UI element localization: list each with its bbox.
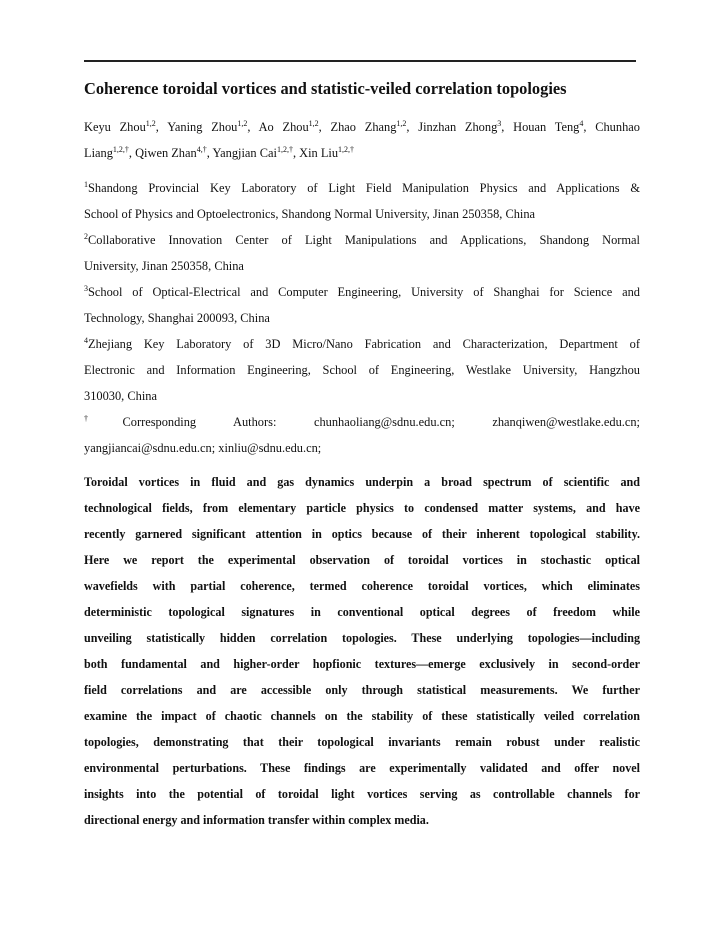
author-name: Liang — [84, 146, 113, 160]
abstract-line: insights into the potential of toroidal light vortices serving as controllable channels for — [84, 787, 640, 801]
author-name: Chunhao — [595, 120, 640, 134]
abstract-line: examine the impact of chaotic channels on the stability of these statistically veiled correlation — [84, 709, 640, 723]
affiliation-text: 310030, China — [84, 389, 157, 403]
author-affiliation-mark: 1,2 — [396, 119, 407, 128]
author-separator: , — [501, 120, 514, 134]
affiliation-mark: 4 — [84, 336, 88, 345]
author-name: Jinzhan Zhong — [418, 120, 498, 134]
abstract-line: environmental perturbations. These findings are experimentally validated and offer novel — [84, 761, 640, 775]
affiliation-text: Corresponding Authors: chunhaoliang@sdnu.edu.cn; zhanqiwen@westlake.edu.cn; — [122, 415, 640, 429]
affiliation-line — [84, 227, 640, 253]
affiliation-line — [84, 357, 640, 383]
affiliation-line — [84, 409, 640, 435]
author-name: Keyu Zhou — [84, 120, 146, 134]
author-separator: , — [583, 120, 596, 134]
affiliation-text: School of Physics and Optoelectronics, Shandong Normal University, Jinan 250358, China — [84, 207, 536, 221]
author-name: Yangjian Cai — [212, 146, 277, 160]
author-separator: , — [292, 146, 300, 160]
author-affiliation-mark: 1,2,† — [112, 145, 129, 154]
author-separator: , — [318, 120, 331, 134]
author-affiliation-mark: 4,† — [196, 145, 207, 154]
abstract-line: recently garnered significant attention in optics because of their inherent topological stability. — [84, 527, 640, 541]
affiliation-mark: 2 — [84, 232, 88, 241]
author-affiliation-mark: 4 — [579, 119, 584, 128]
affiliation-mark: 3 — [84, 284, 88, 293]
author-affiliation-mark: 1,2 — [145, 119, 156, 128]
author-name: Ao Zhou — [258, 120, 309, 134]
top-rule — [84, 60, 636, 62]
author-separator: , — [247, 120, 259, 134]
affiliation-line — [84, 201, 640, 227]
abstract-line: wavefields with partial coherence, termed coherence toroidal vortices, which eliminates — [84, 579, 640, 593]
abstract-line: field correlations and are accessible only through statistical measurements. We further — [84, 683, 640, 697]
author-line-2 — [84, 140, 640, 166]
author-affiliation-mark: 1,2,† — [338, 145, 355, 154]
author-name: Qiwen Zhan — [135, 146, 197, 160]
affiliation-text: Shandong Provincial Key Laboratory of Light Field Manipulation Physics and Applications & — [88, 181, 640, 195]
author-affiliation-mark: 1,2 — [308, 119, 319, 128]
author-separator: , — [128, 146, 136, 160]
affiliation-text: University, Jinan 250358, China — [84, 259, 244, 273]
paper-title: Coherence toroidal vortices and statistic-veiled correlation topologies — [84, 79, 567, 98]
affiliation-text: yangjiancai@sdnu.edu.cn; xinliu@sdnu.edu.cn; — [84, 441, 322, 455]
affiliation-text: Electronic and Information Engineering, School of Engineering, Westlake University, Hangzhou — [84, 363, 640, 377]
abstract-line: directional energy and information transfer within complex media. — [84, 813, 429, 827]
affiliation-text: School of Optical-Electrical and Computer Engineering, University of Shanghai for Science and — [88, 285, 640, 299]
affiliation-line — [84, 175, 640, 201]
affiliation-line — [84, 331, 640, 357]
abstract-line: unveiling statistically hidden correlation topologies. These underlying topologies—including — [84, 631, 640, 645]
affiliation-mark: 1 — [84, 180, 88, 189]
affiliation-line — [84, 383, 640, 409]
affiliation-line — [84, 279, 640, 305]
abstract-line: technological fields, from elementary particle physics to condensed matter systems, and have — [84, 501, 640, 515]
affiliation-line — [84, 435, 640, 461]
abstract-line: deterministic topological signatures in conventional optical degrees of freedom while — [84, 605, 640, 619]
author-separator: , — [406, 120, 419, 134]
author-affiliation-mark: 1,2,† — [276, 145, 293, 154]
author-separator: , — [206, 146, 213, 160]
affiliation-text: Collaborative Innovation Center of Light Manipulations and Applications, Shandong Normal — [88, 233, 640, 247]
author-affiliation-mark: 3 — [497, 119, 502, 128]
affiliation-line — [84, 305, 640, 331]
author-name: Yaning Zhou — [167, 120, 238, 134]
abstract-line: both fundamental and higher-order hopfionic textures—emerge exclusively in second-order — [84, 657, 640, 671]
author-separator: , — [155, 120, 168, 134]
author-affiliation-mark: 1,2 — [237, 119, 248, 128]
affiliation-line — [84, 253, 640, 279]
abstract — [84, 469, 640, 833]
author-name: Xin Liu — [299, 146, 339, 160]
author-name: Zhao Zhang — [330, 120, 397, 134]
affiliations — [84, 175, 640, 461]
author-line-1 — [84, 114, 640, 140]
abstract-line: topologies, demonstrating that their topological invariants remain robust under realistic — [84, 735, 640, 749]
author-name: Houan Teng — [513, 120, 580, 134]
affiliation-text: Zhejiang Key Laboratory of 3D Micro/Nano Fabrication and Characterization, Department of — [88, 337, 640, 351]
affiliation-text: Technology, Shanghai 200093, China — [84, 311, 270, 325]
author-list — [84, 114, 640, 166]
abstract-line: Toroidal vortices in fluid and gas dynamics underpin a broad spectrum of scientific and — [84, 475, 640, 489]
abstract-line: Here we report the experimental observation of toroidal vortices in stochastic optical — [84, 553, 640, 567]
affiliation-mark: † — [84, 414, 123, 423]
